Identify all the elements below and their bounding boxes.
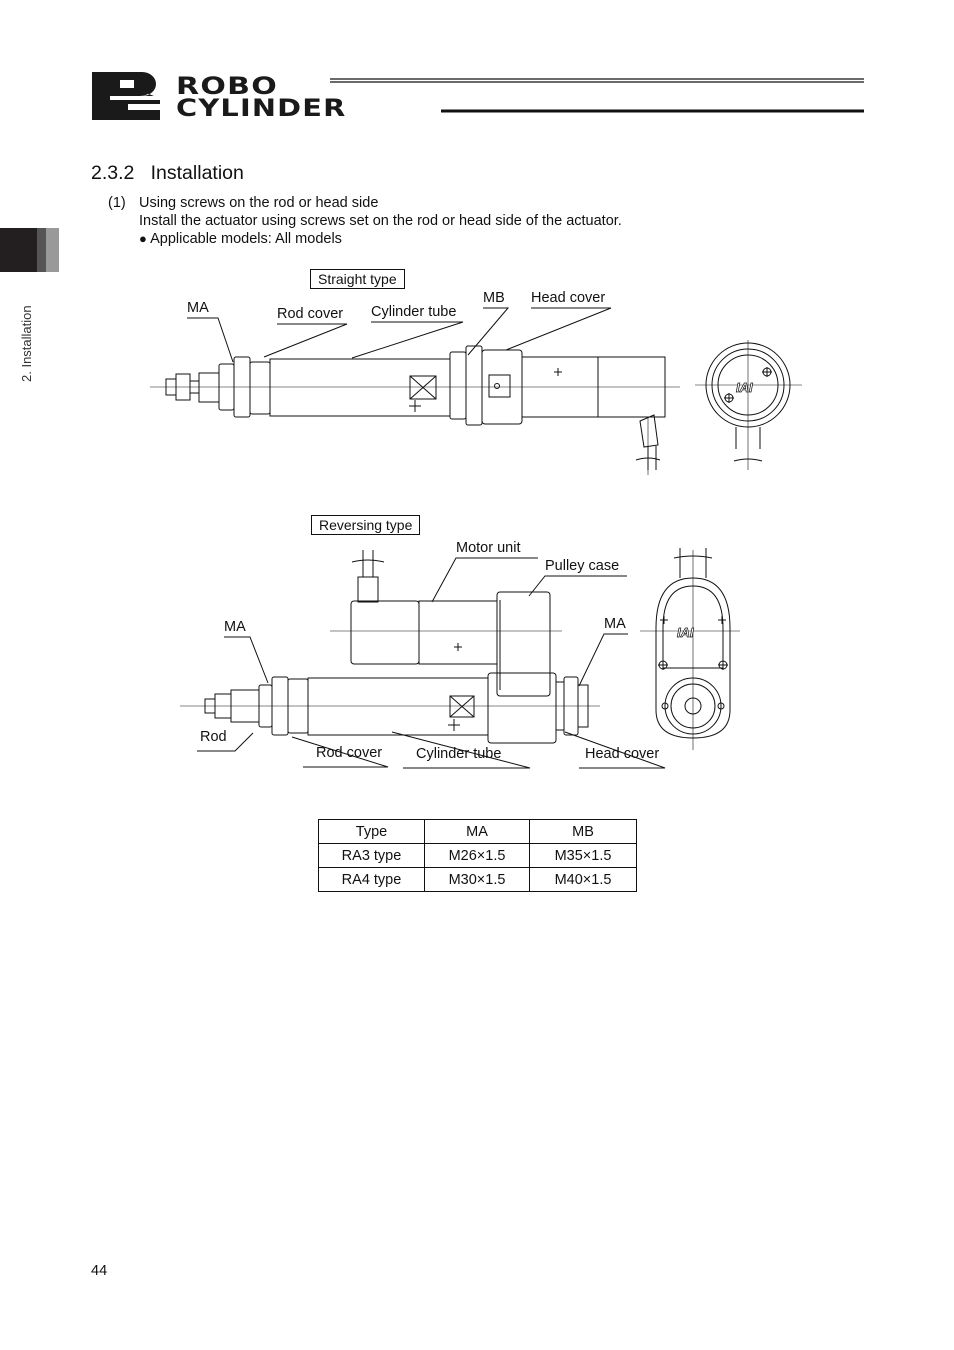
table-header-cell: MA bbox=[425, 820, 530, 844]
reversing-head-cover-label: Head cover bbox=[585, 746, 660, 762]
reversing-type-drawing bbox=[0, 500, 954, 800]
table-header-row bbox=[319, 820, 637, 844]
bullet-text: Applicable models: All models bbox=[150, 231, 342, 247]
table-cell: RA4 type bbox=[319, 868, 425, 892]
straight-rod-cover-label: Rod cover bbox=[277, 306, 344, 322]
reversing-type-label: Reversing type bbox=[311, 515, 420, 535]
logo-cylinder-text: CYLINDER bbox=[176, 94, 347, 122]
reversing-rod-label: Rod bbox=[200, 729, 227, 745]
reversing-iai-logo: IAI bbox=[677, 625, 694, 640]
table-cell: M26×1.5 bbox=[425, 844, 530, 868]
straight-type-label: Straight type bbox=[310, 269, 405, 289]
reversing-motor-unit-label: Motor unit bbox=[456, 540, 521, 556]
item-number: (1) bbox=[108, 195, 126, 211]
page-number: 44 bbox=[91, 1263, 108, 1279]
table-row bbox=[319, 844, 637, 868]
reversing-ma-left-label: MA bbox=[224, 619, 246, 635]
table-cell: M35×1.5 bbox=[530, 844, 637, 868]
logo-robo-text: ROBO bbox=[176, 72, 278, 100]
chapter-label: 2. Installation bbox=[19, 305, 34, 382]
item-text: Install the actuator using screws set on the rod or head side of the actuator. bbox=[139, 213, 622, 229]
straight-cylinder-tube-label: Cylinder tube bbox=[371, 304, 457, 320]
straight-head-cover-label: Head cover bbox=[531, 290, 606, 306]
screw-spec-table bbox=[318, 819, 637, 892]
table-header-cell: Type bbox=[319, 820, 425, 844]
straight-iai-logo: IAI bbox=[736, 380, 753, 395]
item-title: Using screws on the rod or head side bbox=[139, 195, 379, 211]
straight-type-drawing bbox=[0, 0, 954, 500]
table-cell: M40×1.5 bbox=[530, 868, 637, 892]
straight-ma-label: MA bbox=[187, 300, 209, 316]
straight-mb-label: MB bbox=[483, 290, 505, 306]
table-header-cell: MB bbox=[530, 820, 637, 844]
reversing-rod-cover-label: Rod cover bbox=[316, 745, 383, 761]
section-title: 2.3.2 Installation bbox=[91, 162, 244, 184]
reversing-pulley-case-label: Pulley case bbox=[545, 558, 620, 574]
bullet-icon: ● bbox=[139, 231, 147, 246]
table-cell: M30×1.5 bbox=[425, 868, 530, 892]
table-row bbox=[319, 868, 637, 892]
table-cell: RA3 type bbox=[319, 844, 425, 868]
reversing-cylinder-tube-label: Cylinder tube bbox=[416, 746, 502, 762]
reversing-ma-right-label: MA bbox=[604, 616, 626, 632]
